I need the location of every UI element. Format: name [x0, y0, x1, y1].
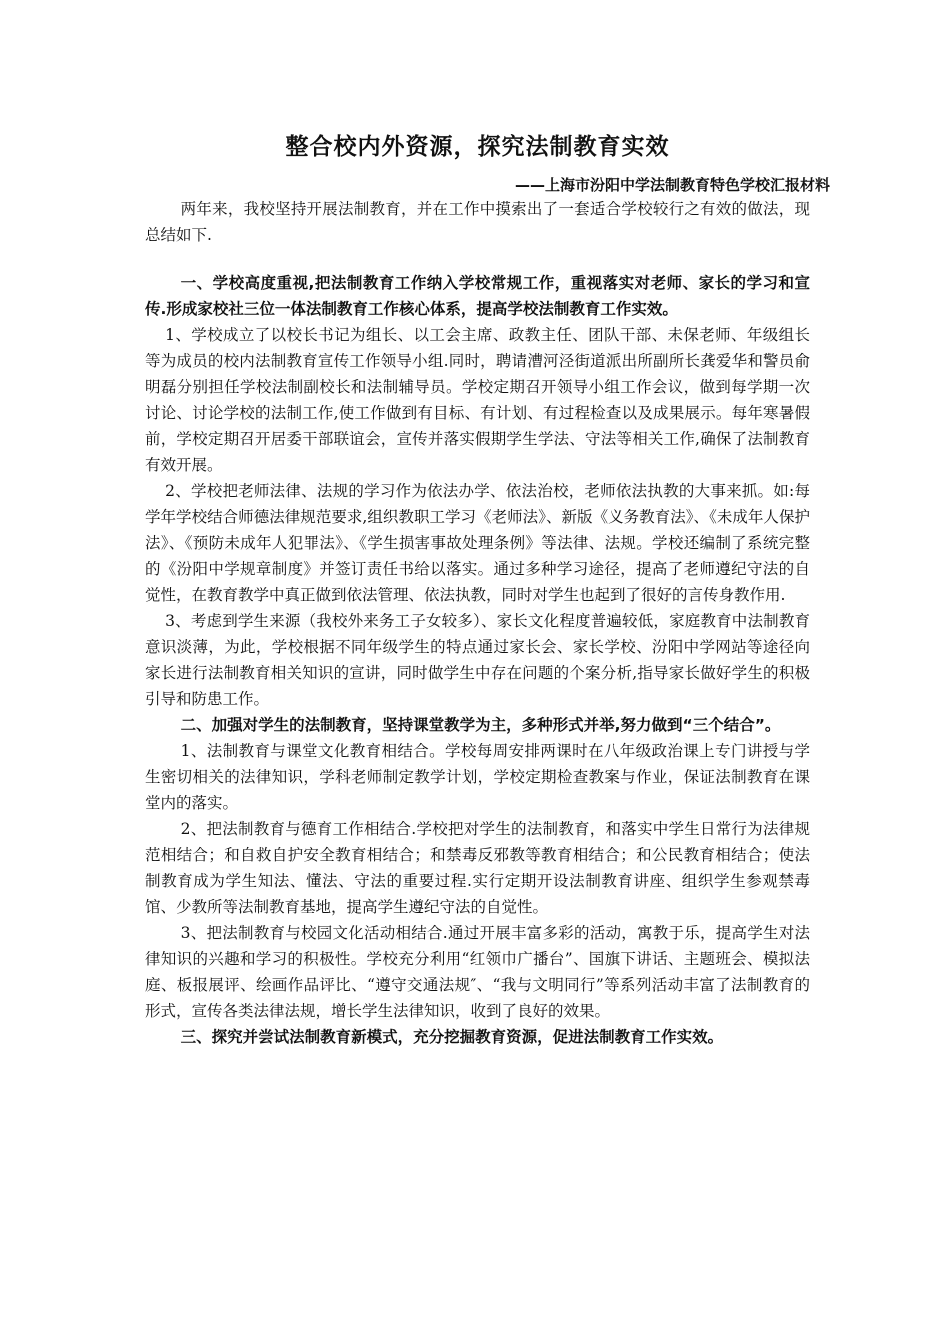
- section1-item-2: 2、学校把老师法律、法规的学习作为依法办学、依法治校，老师依法执教的大事来抓。如:每学年学校结合师德法律规范要求,组织教职工学习《老师法》、新版《义务教育法》、《未成年人保护法》、《预防未成年人犯罪法》、《学生损害事故处理条例》等法律、法规。学校还编制了系统完整的《汾阳中学规章制度》并签订责任书给以落实。通过多种学习途径，提高了老师遵纪守法的自觉性，在教育教学中真正做到依法管理、依法执教，同时对学生也起到了很好的言传身教作用.: [145, 482, 810, 604]
- document-page: [145, 130, 830, 1050]
- section1-item-3: 3、考虑到学生来源（我校外来务工子女较多）、家长文化程度普遍较低，家庭教育中法制教育意识淡薄，为此，学校根据不同年级学生的特点通过家长会、家长学校、汾阳中学网站等途径向家长进行法制教育相关知识的宣讲，同时做学生中存在问题的个案分析,指导家长做好学生的积极引导和防患工作。: [145, 612, 810, 708]
- section2-item-1: 1、法制教育与课堂文化教育相结合。学校每周安排两课时在八年级政治课上专门讲授与学生密切相关的法律知识，学科老师制定教学计划，学校定期检查教案与作业，保证法制教育在课堂内的落实。: [145, 742, 810, 812]
- section1-heading: 一、学校高度重视,把法制教育工作纳入学校常规工作，重视落实对老师、家长的学习和宣传.形成家校社三位一体法制教育工作核心体系，提高学校法制教育工作实效。: [145, 274, 810, 318]
- section2-heading: 二、加强对学生的法制教育，坚持课堂教学为主，多种形式并举,努力做到“三个结合”。: [180, 716, 781, 734]
- document-subtitle: ——上海市汾阳中学法制教育特色学校汇报材料: [514, 176, 830, 194]
- document-title: 整合校内外资源，探究法制教育实效: [285, 134, 670, 160]
- intro-paragraph: 两年来，我校坚持开展法制教育，并在工作中摸索出了一套适合学校较行之有效的做法，现总结如下.: [145, 200, 810, 244]
- section2-item-3: 3、把法制教育与校园文化活动相结合.通过开展丰富多彩的活动，寓教于乐，提高学生对法律知识的兴趣和学习的积极性。学校充分利用“红领巾广播台”、国旗下讲话、主题班会、模拟法庭、板报展评、绘画作品评比、“遵守交通法规″、“我与文明同行”等系列活动丰富了法制教育的形式，宣传各类法律法规，增长学生法律知识，收到了良好的效果。: [145, 924, 810, 1020]
- section3-heading: 三、探究并尝试法制教育新模式，充分挖掘教育资源，促进法制教育工作实效。: [180, 1028, 724, 1046]
- spacer: [145, 248, 810, 270]
- section1-item-1: 1、学校成立了以校长书记为组长、以工会主席、政教主任、团队干部、未保老师、年级组长等为成员的校内法制教育宣传工作领导小组.同时，聘请漕河泾街道派出所副所长龚爱华和警员俞明磊分别担任学校法制副校长和法制辅导员。学校定期召开领导小组工作会议，做到每学期一次讨论、讨论学校的法制工作,使工作做到有目标、有计划、有过程检查以及成果展示。每年寒暑假前，学校定期召开居委干部联谊会，宣传并落实假期学生学法、守法等相关工作,确保了法制教育有效开展。: [145, 326, 810, 474]
- section2-item-2: 2、把法制教育与德育工作相结合.学校把对学生的法制教育，和落实中学生日常行为法律规范相结合；和自救自护安全教育相结合；和禁毒反邪教等教育相结合；和公民教育相结合；使法制教育成为学生知法、懂法、守法的重要过程.实行定期开设法制教育讲座、组织学生参观禁毒馆、少教所等法制教育基地，提高学生遵纪守法的自觉性。: [145, 820, 810, 916]
